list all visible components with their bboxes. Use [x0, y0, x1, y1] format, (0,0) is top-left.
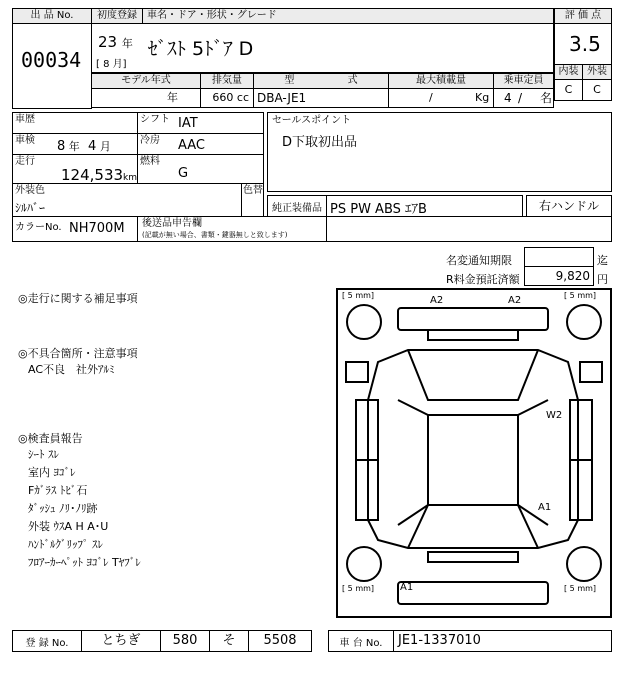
name-change-box	[524, 247, 594, 267]
name-change-unit: 迄	[597, 254, 608, 267]
fuel-cell: 燃料 G	[137, 154, 264, 184]
shift-value: IAT	[178, 116, 198, 131]
mileage-value: 124,533km	[61, 166, 138, 184]
model-year-cell: 年	[91, 88, 201, 108]
name-change-label: 名変通知期限	[446, 254, 512, 267]
recycle-fee-label: R料金預託済額	[446, 273, 520, 286]
inspector-title: ◎検査員報告	[18, 432, 83, 445]
tire-depth-label: [ 5 mm]	[564, 584, 597, 593]
steering-value: 右ハンドル	[538, 199, 599, 213]
registration-class-cell	[160, 630, 210, 652]
score-label: 評 価 点	[554, 8, 612, 24]
inspector-line: Fｶﾞﾗｽ ﾄﾋﾞ石	[28, 484, 88, 497]
chassis-number: JE1-1337010	[398, 633, 481, 648]
mileage-cell: 走行 124,533km	[12, 154, 138, 184]
exterior-grade: C	[593, 83, 601, 96]
chassis-cell	[393, 630, 612, 652]
model-year-label: モデル年式	[91, 73, 201, 89]
driving-notes-title: ◎走行に関する補足事項	[18, 292, 138, 305]
lot-number: 00034	[21, 48, 82, 72]
displacement: 660 cc	[212, 91, 249, 104]
registration-month: [ 8 月]	[96, 59, 127, 70]
shift-cell: シフト IAT	[137, 112, 264, 134]
ac-cell: 冷房 AAC	[137, 133, 264, 155]
inspector-line: ﾌﾛｱｰｶｰﾍﾟｯﾄ ﾖｺﾞﾚ Tﾔﾌﾞﾚ	[28, 556, 141, 569]
steering-cell	[526, 195, 612, 217]
defects-title: ◎不具合箇所・注意事項	[18, 347, 138, 360]
tire-depth-label: [ 5 mm]	[564, 291, 597, 300]
color-cell: 外装色 ｼﾙﾊﾞｰ	[12, 183, 242, 217]
lot-no-box	[12, 23, 92, 109]
registration-number-cell	[248, 630, 312, 652]
equipment-label-cell: 純正装備品	[267, 195, 327, 217]
exterior-grade-box	[582, 79, 612, 101]
lot-no-label: 出 品 No.	[12, 8, 92, 24]
tire-depth-label: [ 5 mm]	[342, 584, 375, 593]
inspector-line: ﾊﾝﾄﾞﾙｸﾞﾘｯﾌﾟ ｽﾚ	[28, 538, 103, 551]
color-no-cell: カラーNo. NH700M	[12, 216, 138, 242]
score-value: 3.5	[569, 32, 601, 56]
model-code-cell	[253, 88, 389, 108]
tire-depth-label: [ 5 mm]	[342, 291, 375, 300]
interior-label: 内装	[554, 64, 583, 80]
interior-grade-box	[554, 79, 583, 101]
damage-mark-front-right: A2	[508, 295, 522, 306]
damage-mark-front-left: A2	[430, 295, 444, 306]
capacity-label: 乗車定員	[493, 73, 554, 89]
damage-mark-rear: A1	[400, 582, 414, 593]
car-outline-icon	[338, 290, 610, 616]
model-code: DBA-JE1	[257, 91, 307, 105]
equipment-cell	[326, 195, 523, 217]
capacity: 4	[504, 91, 512, 105]
car-name-label: 車名・ドア・形状・グレード	[142, 8, 554, 24]
inspector-line: 室内 ﾖｺﾞﾚ	[28, 466, 76, 479]
color-no-value: NH700M	[69, 221, 125, 236]
ac-value: AAC	[178, 138, 205, 153]
registration-region-cell	[81, 630, 161, 652]
displacement-cell	[200, 88, 254, 108]
model-code-label: 型 式	[253, 73, 389, 89]
car-diagram	[336, 288, 612, 618]
exterior-label: 外装	[582, 64, 612, 80]
inspector-line: 外装 ｳｽA H A･U	[28, 520, 109, 533]
registration-region: とちぎ	[101, 633, 141, 648]
sales-point-box: セールスポイント D下取初出品	[267, 112, 612, 192]
color-value: ｼﾙﾊﾞｰ	[15, 201, 46, 215]
inspector-line: ｼｰﾄ ｽﾚ	[28, 448, 59, 461]
registration-kana: そ	[222, 633, 236, 648]
capacity-cell: 4 / 名	[493, 88, 554, 108]
color-change-cell: 色替	[241, 183, 264, 217]
history-cell: 車歴	[12, 112, 138, 134]
registration-year: 23 年	[98, 33, 133, 51]
inspector-line: ﾀﾞｯｼｭ ﾉﾘ･ﾉﾘ跡	[28, 502, 98, 515]
registration-kana-cell	[209, 630, 249, 652]
sales-point-text: D下取初出品	[282, 135, 358, 150]
max-load-cell: / Kg	[388, 88, 494, 108]
chassis-label-cell: 車 台 No.	[328, 630, 394, 652]
damage-mark-right-rear: A1	[538, 502, 552, 513]
registration-class: 580	[172, 633, 198, 648]
recycle-fee-box	[524, 266, 594, 286]
inspection-date: 8 年 4 月	[57, 139, 111, 154]
interior-grade: C	[564, 83, 573, 96]
blank-cell	[326, 216, 612, 242]
recycle-fee-amount: 9,820	[555, 269, 590, 283]
delivery-cell: 後送品申告欄 (記載が無い場合、書類・鍵器無しと致します)	[137, 216, 327, 242]
equipment-value: PS PW ABS ｴｱB	[330, 202, 427, 217]
inspection-cell: 車検 8 年 4 月	[12, 133, 138, 155]
recycle-fee-unit: 円	[597, 273, 608, 286]
defects-line: AC不良 社外ｱﾙﾐ	[28, 363, 115, 376]
max-load-label: 最大積載量	[388, 73, 494, 89]
fuel-value: G	[178, 166, 189, 181]
score-box	[554, 23, 612, 65]
damage-mark-right-side: W2	[546, 410, 563, 421]
registration-label-cell: 登 録 No.	[12, 630, 82, 652]
displacement-label: 排気量	[200, 73, 254, 89]
registration-number: 5508	[263, 633, 297, 648]
car-name: ｾﾞｽﾄ 5ﾄﾞｱ D	[148, 38, 254, 60]
first-registration-label: 初度登録	[91, 8, 143, 24]
